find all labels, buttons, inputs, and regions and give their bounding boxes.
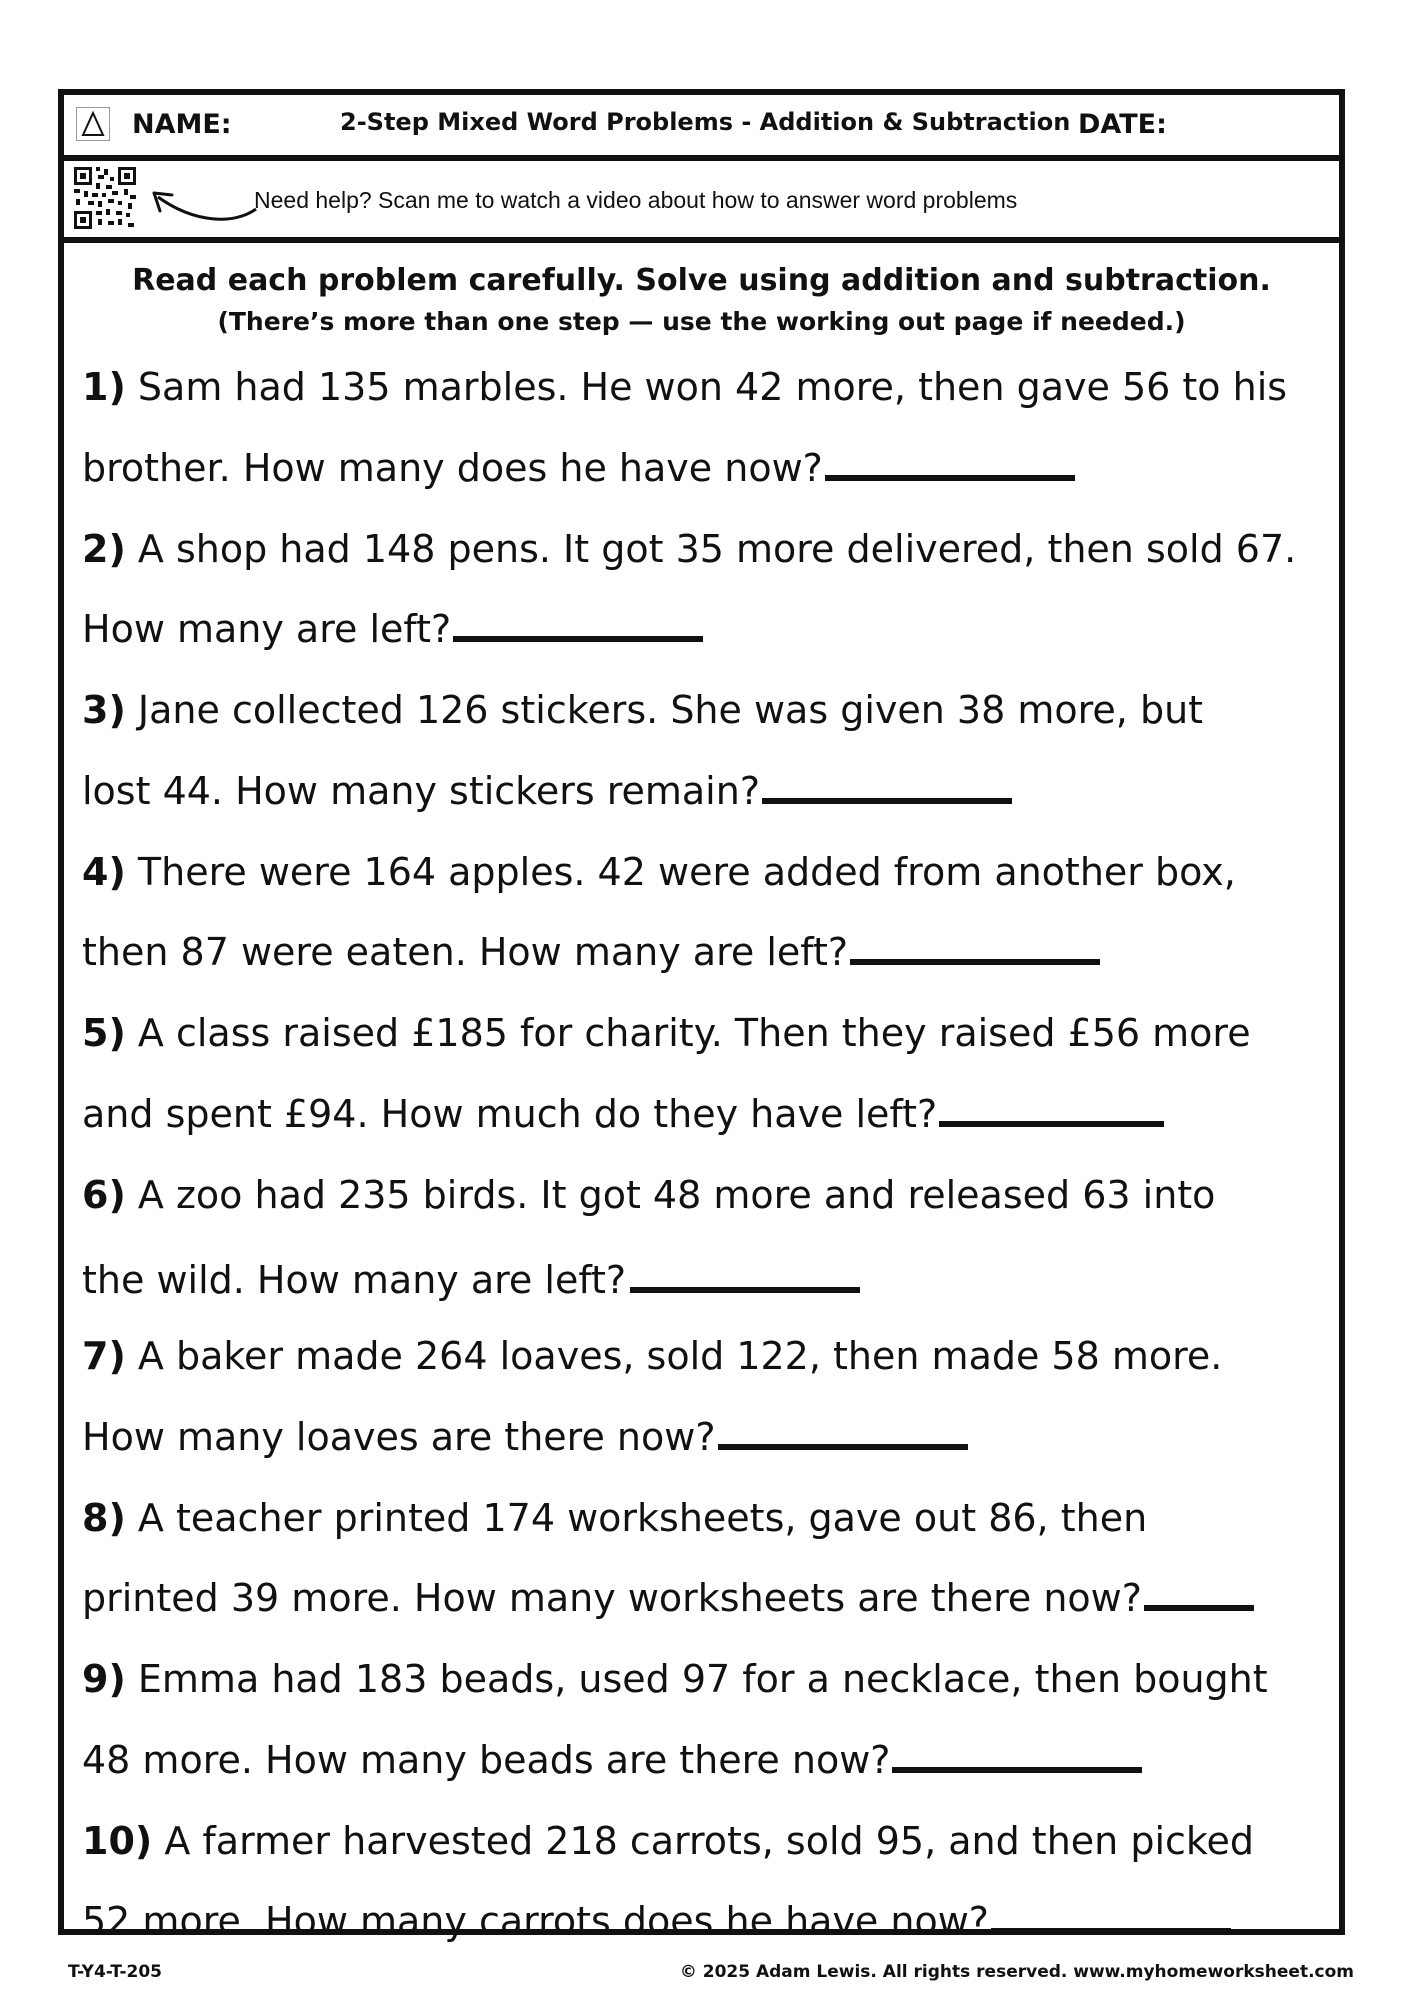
question-text: A zoo had 235 birds. It got 48 more and released 63 into (137, 1172, 1216, 1217)
question-text: Sam had 135 marbles. He won 42 more, then gave 56 to his (137, 365, 1288, 409)
question-text: A baker made 264 loaves, sold 122, then made 58 more. (137, 1334, 1223, 1378)
question-text: A teacher printed 174 worksheets, gave out 86, then (137, 1495, 1148, 1540)
question-number: 2) (82, 526, 126, 571)
question-text: brother. How many does he have now? (82, 445, 823, 490)
question-list (82, 347, 1342, 1962)
question-text: A shop had 148 pens. It got 35 more delivered, then sold 67. (137, 526, 1297, 571)
question-number: 8) (82, 1495, 126, 1540)
help-row (64, 161, 1339, 243)
header-row (64, 95, 1339, 161)
logo-icon (76, 107, 110, 141)
question-text: 48 more. How many beads are there now? (82, 1737, 891, 1782)
question-number: 7) (82, 1334, 126, 1378)
question-text: the wild. How many are left? (82, 1258, 627, 1303)
question-text: A farmer harvested 218 carrots, sold 95, and then picked (164, 1818, 1255, 1863)
instruction-note: (There’s more than one step — use the working out page if needed.) (217, 307, 1186, 336)
answer-blank[interactable] (825, 439, 1075, 481)
question-2 (82, 509, 1342, 671)
question-number: 4) (82, 849, 126, 894)
question-number: 5) (82, 1011, 126, 1055)
answer-blank[interactable] (991, 1892, 1231, 1934)
answer-blank[interactable] (939, 1085, 1164, 1127)
question-9 (82, 1639, 1342, 1801)
answer-blank[interactable] (1144, 1569, 1254, 1611)
question-number: 9) (82, 1657, 126, 1701)
date-label: DATE: (1078, 109, 1167, 140)
question-text: Emma had 183 beads, used 97 for a necklace, then bought (137, 1657, 1268, 1701)
question-number: 6) (82, 1172, 126, 1217)
question-text: and spent £94. How much do they have left? (82, 1091, 938, 1136)
question-text: How many loaves are there now? (82, 1414, 716, 1459)
question-text: There were 164 apples. 42 were added from another box, (137, 849, 1236, 894)
worksheet-code: T-Y4-T-205 (68, 1962, 162, 1982)
question-5 (82, 993, 1342, 1155)
question-4 (82, 832, 1342, 994)
question-text: lost 44. How many stickers remain? (82, 768, 760, 813)
question-8 (82, 1478, 1342, 1640)
question-number: 3) (82, 688, 126, 732)
answer-blank[interactable] (762, 762, 1012, 804)
page-title: 2-Step Mixed Word Problems - Addition & Subtraction (340, 108, 1071, 136)
question-text: Jane collected 126 stickers. She was given 38 more, but (137, 688, 1204, 732)
worksheet (58, 89, 1345, 1944)
question-1 (82, 347, 1342, 509)
qr-code-icon[interactable] (72, 165, 138, 231)
copyright-text: © 2025 Adam Lewis. All rights reserved. www.myhomeworksheet.com (679, 1962, 1354, 1982)
answer-blank[interactable] (850, 923, 1100, 965)
question-text: 52 more. How many carrots does he have now? (82, 1899, 989, 1944)
question-number: 10) (82, 1818, 153, 1863)
answer-blank[interactable] (630, 1235, 860, 1293)
question-3 (82, 670, 1342, 832)
question-7 (82, 1316, 1342, 1478)
question-text: A class raised £185 for charity. Then they raised £56 more (137, 1011, 1251, 1055)
instruction-main: Read each problem carefully. Solve using addition and subtraction. (132, 263, 1271, 298)
question-6 (82, 1155, 1342, 1317)
help-text: Need help? Scan me to watch a video about how to answer word problems (254, 187, 1018, 213)
question-number: 1) (82, 365, 126, 409)
question-text: then 87 were eaten. How many are left? (82, 930, 849, 975)
name-label: NAME: (132, 109, 232, 140)
answer-blank[interactable] (892, 1731, 1142, 1773)
question-text: How many are left? (82, 607, 452, 652)
answer-blank[interactable] (453, 600, 703, 642)
question-10 (82, 1801, 1342, 1963)
question-text: printed 39 more. How many worksheets are there now? (82, 1576, 1142, 1621)
arrow-icon (144, 181, 264, 241)
answer-blank[interactable] (718, 1408, 968, 1450)
